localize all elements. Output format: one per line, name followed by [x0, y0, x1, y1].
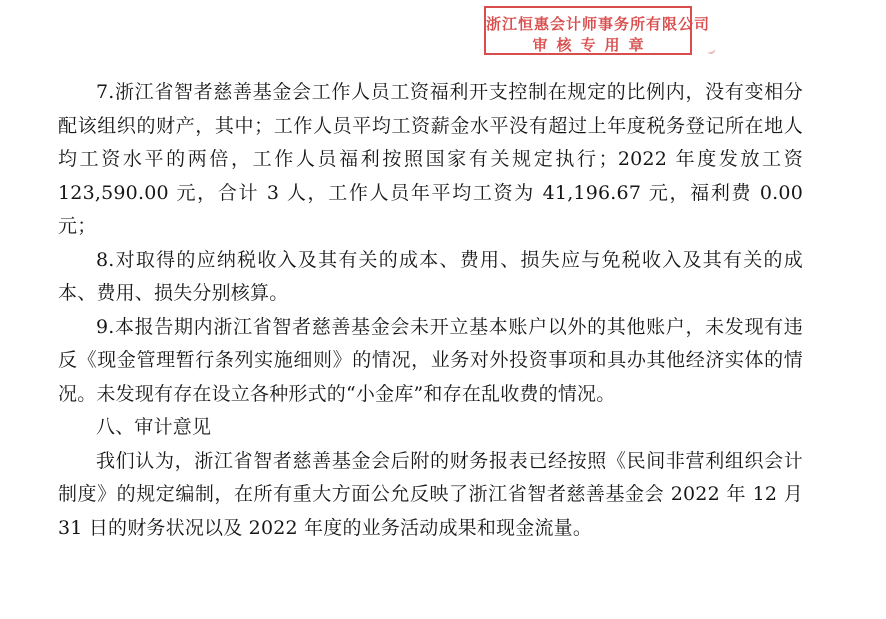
paragraph-item-7: 7.浙江省智者慈善基金会工作人员工资福利开支控制在规定的比例内，没有变相分配该组织的财产，其中；工作人员平均工资薪金水平没有超过上年度税务登记所在地人均工资水平的两倍，工作人员福利按照国家有关规定执行；2022 年度发放工资 123,590.00 元，合计 3 人，工作人员年平均工资为 41,196.67 元，福利费 0.00 元； [58, 81, 803, 237]
paragraph-item-8: 8.对取得的应纳税收入及其有关的成本、费用、损失应与免税收入及其有关的成本、费用、损失分别核算。 [58, 248, 803, 304]
report-body [58, 76, 803, 545]
stamp-firm-name: 浙江恒惠会计师事务所有限公司 [486, 15, 711, 33]
audit-seal-stamp [484, 6, 711, 55]
section-heading-audit-opinion: 八、审计意见 [96, 416, 212, 438]
ink-mark [706, 45, 716, 55]
paragraph-item-9: 9.本报告期内浙江省智者慈善基金会未开立基本账户以外的其他账户，未发现有违反《现金管理暂行条列实施细则》的情况，业务对外投资事项和具办其他经济实体的情况。未发现有存在设立各种形式的“小金库”和存在乱收费的情况。 [58, 315, 803, 405]
stamp-seal-purpose: 审核专用章 [532, 36, 653, 54]
paragraph-audit-opinion: 我们认为，浙江省智者慈善基金会后附的财务报表已经按照《民间非营利组织会计制度》的规定编制，在所有重大方面公允反映了浙江省智者慈善基金会 2022 年 12 月 31 日的财务状况以及 2022 年度的业务活动成果和现金流量。 [58, 449, 803, 539]
